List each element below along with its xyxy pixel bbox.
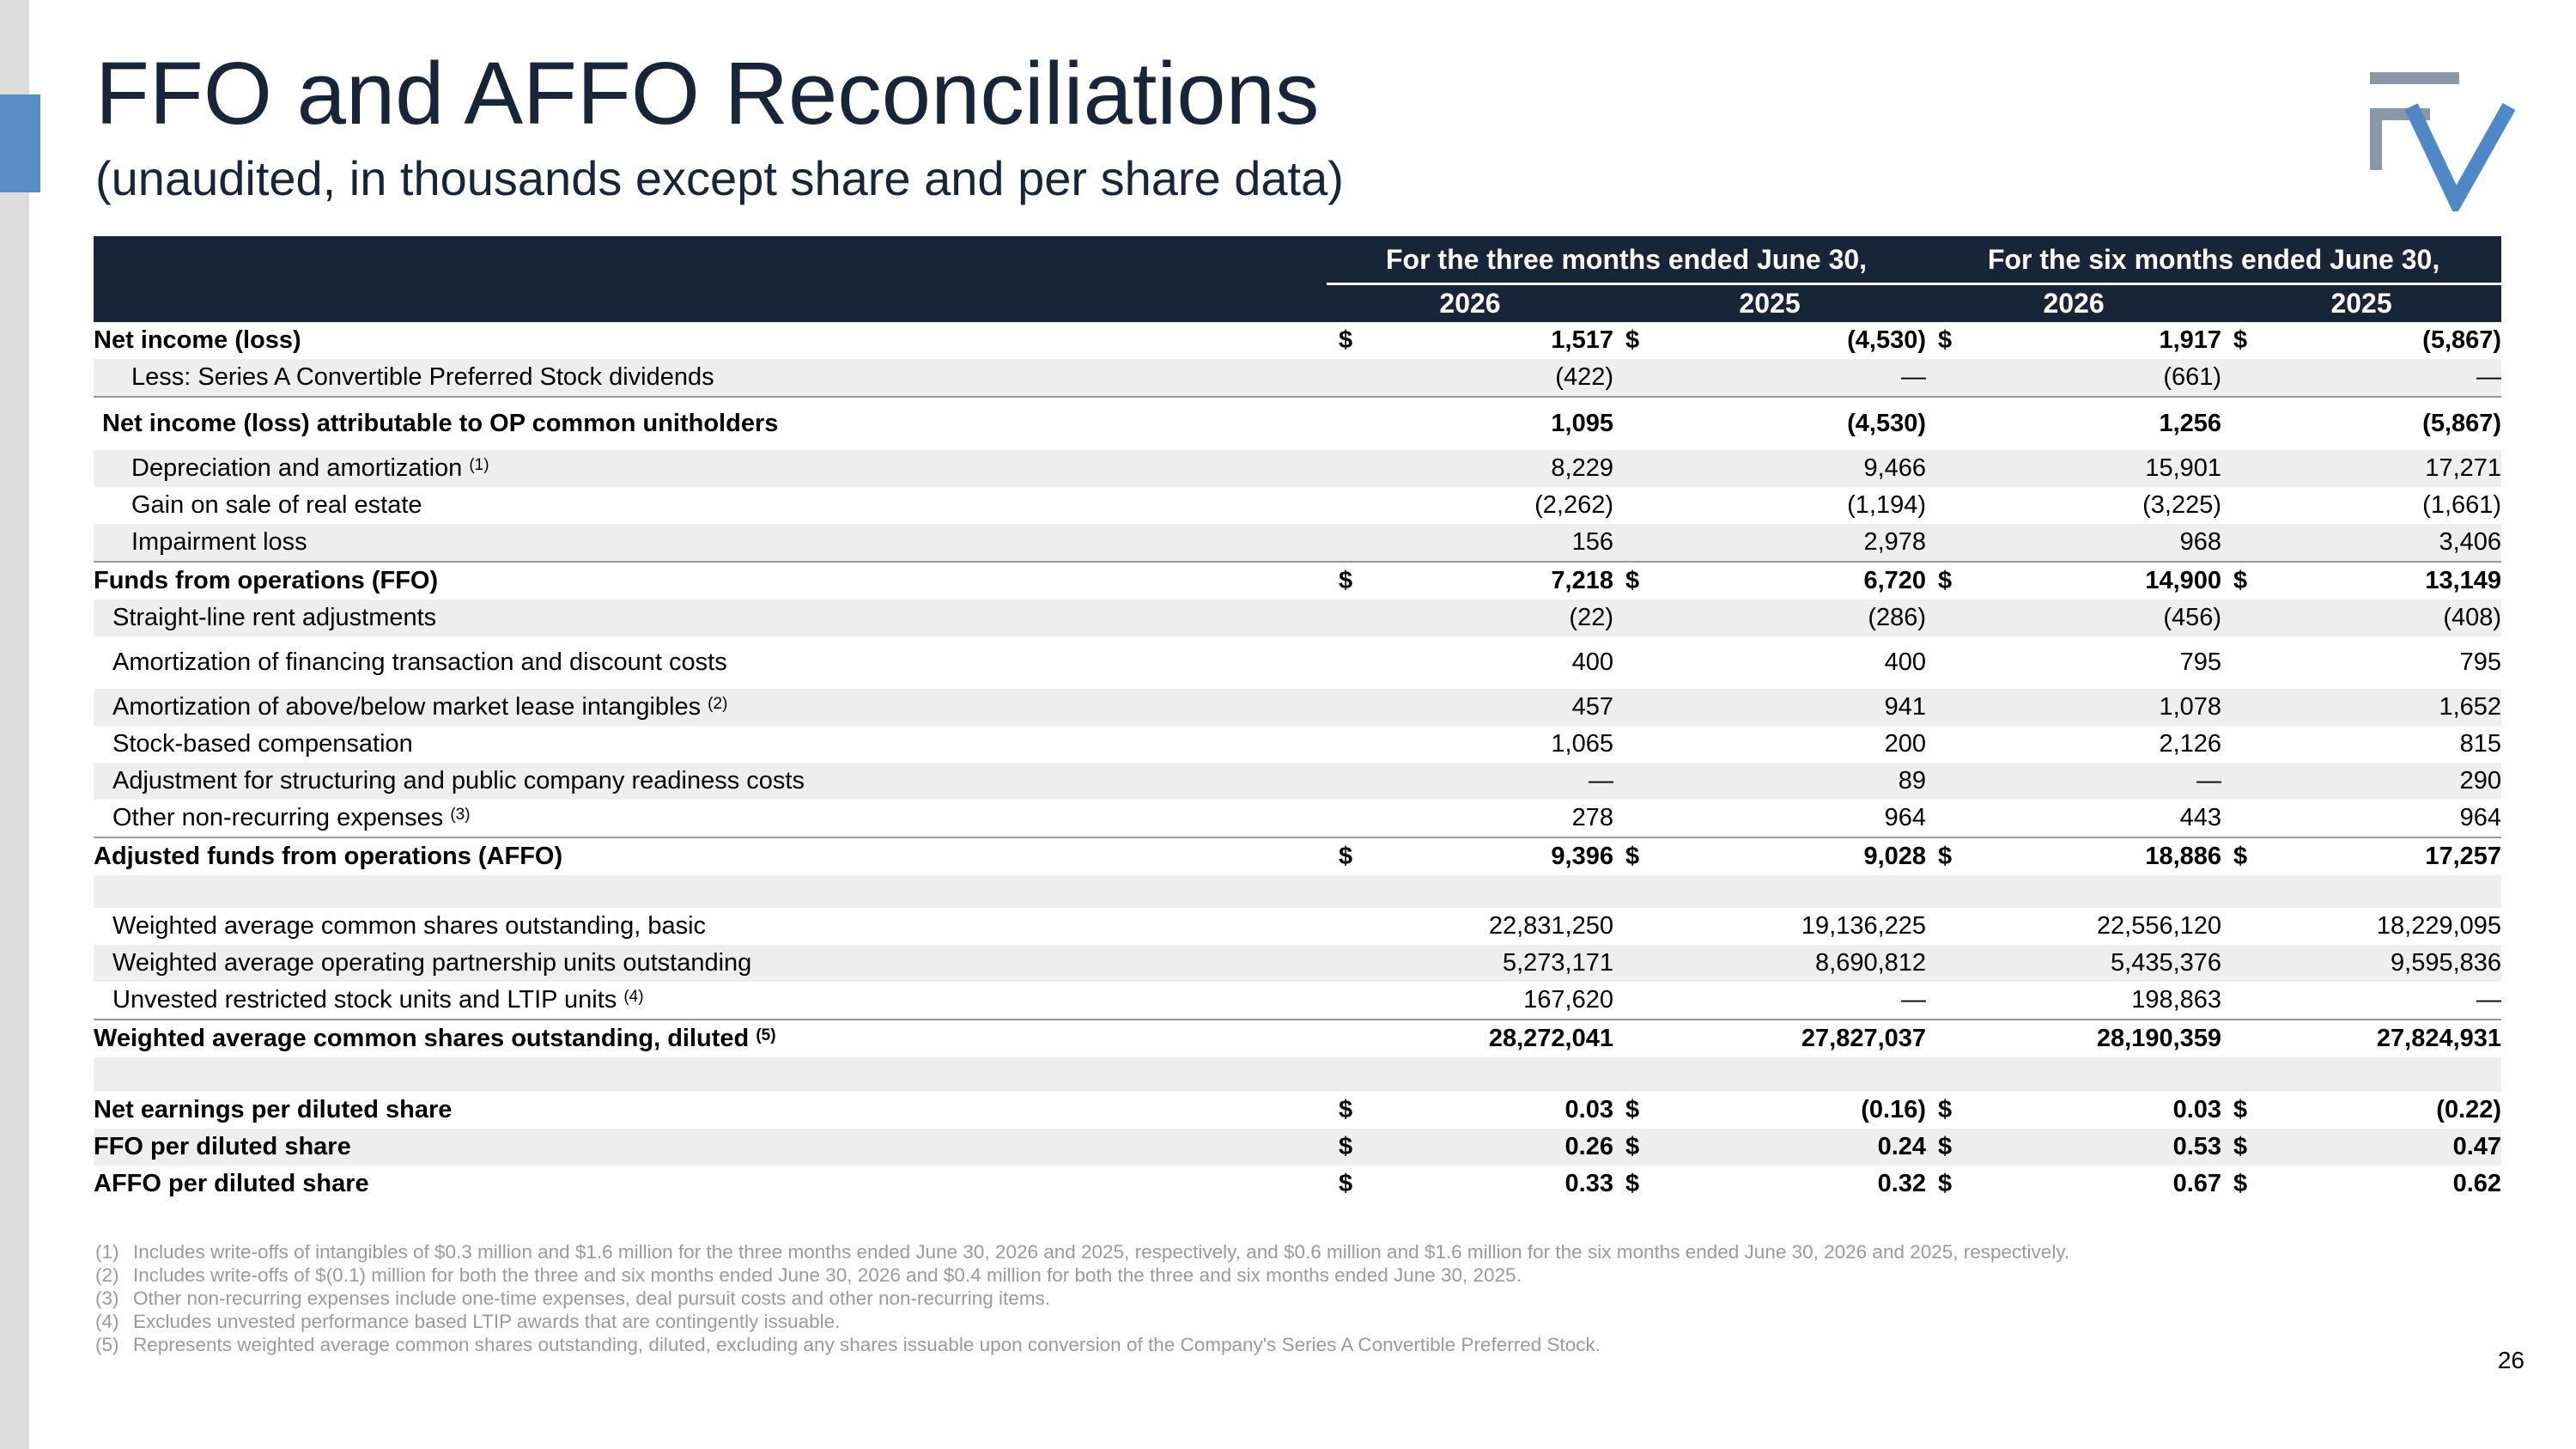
currency-symbol	[1926, 726, 1978, 763]
page-title: FFO and AFFO Reconciliations	[95, 44, 1320, 143]
currency-symbol: $	[1938, 1096, 1953, 1123]
row-label-text: Net income (loss) attributable to OP common unitholders	[102, 410, 779, 437]
value-cell: 1,652	[2273, 689, 2501, 726]
row-label-text: Straight-line rent adjustments	[112, 604, 437, 631]
row-label	[94, 359, 1327, 397]
value-cell: 795	[2459, 648, 2502, 676]
footnote-ref: (4)	[623, 988, 644, 1006]
value-cell: 22,831,250	[1488, 912, 1613, 940]
currency-symbol	[2221, 763, 2273, 800]
value-cell: 0.03	[1564, 1096, 1613, 1123]
currency-symbol	[1327, 800, 1378, 837]
value-cell: 19,136,225	[1801, 912, 1927, 940]
footnote: (5) Represents weighted average common shares outstanding, diluted, excluding any shares issuable upon conversion of the Company's Series A Convertible Preferred Stock.	[95, 1334, 1601, 1355]
value-cell: (1,194)	[1847, 491, 1927, 519]
currency-symbol: $	[1613, 1129, 1665, 1166]
value-cell: 815	[2459, 730, 2502, 758]
currency-symbol	[1327, 763, 1378, 800]
row-label-text: Impairment loss	[131, 528, 307, 556]
value-cell: 13,149	[2273, 562, 2501, 600]
row-label	[94, 562, 1327, 600]
currency-symbol	[1327, 1020, 1378, 1057]
currency-symbol	[1926, 450, 1978, 487]
table-row	[94, 982, 2501, 1020]
footnote-ref: (3)	[450, 806, 471, 824]
value-cell: 3,406	[2273, 524, 2501, 562]
value-cell: 0.62	[2452, 1170, 2502, 1197]
table-row	[94, 359, 2501, 397]
currency-symbol	[2221, 1020, 2273, 1057]
row-label-text: Weighted average common shares outstanding, basic	[112, 912, 707, 940]
year-header: 2026	[1327, 284, 1613, 323]
footnote-ref: (1)	[469, 456, 489, 474]
currency-symbol	[2221, 450, 2273, 487]
row-label	[94, 908, 1327, 945]
currency-symbol	[2221, 359, 2273, 397]
value-cell: 290	[2273, 763, 2501, 800]
footnote: (2) Includes write-offs of $(0.1) million for both the three and six months ended June 30, 2026 and $0.4 million for both the three and six months ended June 30, 2025.	[95, 1264, 1522, 1286]
currency-symbol	[1327, 726, 1378, 763]
value-cell: 1,517	[1551, 326, 1613, 354]
value-cell: (4,530)	[1665, 397, 1926, 450]
value-cell: 18,886	[1978, 837, 2221, 875]
currency-symbol: $	[1327, 837, 1378, 875]
currency-symbol	[2221, 689, 2273, 726]
currency-symbol	[1613, 726, 1665, 763]
value-cell: 0.32	[1877, 1170, 1927, 1197]
currency-symbol	[2221, 397, 2273, 450]
table-row	[94, 487, 2501, 524]
left-accent-bar	[0, 94, 40, 192]
currency-symbol	[1926, 908, 1978, 945]
value-cell: 8,690,812	[1665, 945, 1926, 982]
currency-symbol	[1613, 636, 1665, 689]
table-row	[94, 1166, 2501, 1202]
value-cell: (408)	[2273, 600, 2501, 636]
row-label	[94, 450, 1327, 487]
row-label-text: Weighted average operating partnership units outstanding	[112, 949, 752, 977]
value-cell: 9,028	[1665, 837, 1926, 875]
currency-symbol: $	[1625, 1170, 1640, 1197]
currency-symbol	[1613, 359, 1665, 397]
value-cell: 941	[1665, 689, 1926, 726]
footnotes	[95, 1240, 2069, 1356]
currency-symbol	[1613, 600, 1665, 636]
currency-symbol: $	[2221, 1129, 2273, 1166]
currency-symbol: $	[1625, 326, 1640, 354]
value-cell: 9,396	[1378, 837, 1613, 875]
row-label	[94, 982, 1327, 1020]
currency-symbol: $	[1613, 837, 1665, 875]
value-cell: 18,229,095	[2376, 912, 2502, 940]
table-row	[94, 1092, 2501, 1129]
period-header-row	[94, 236, 2501, 284]
currency-symbol	[1327, 982, 1378, 1020]
currency-symbol: $	[1339, 1170, 1353, 1197]
currency-symbol	[1327, 908, 1378, 945]
currency-symbol	[1926, 763, 1978, 800]
value-cell: 156	[1378, 524, 1613, 562]
currency-symbol: $	[1926, 562, 1978, 600]
value-cell: 443	[2179, 804, 2222, 831]
reconciliation-table	[94, 236, 2501, 1202]
footnote-ref: (2)	[708, 695, 728, 713]
value-cell: —	[1378, 763, 1613, 800]
value-cell: 15,901	[1978, 450, 2221, 487]
row-label-text: AFFO per diluted share	[94, 1170, 369, 1197]
table-row	[94, 908, 2501, 945]
row-label	[94, 726, 1327, 763]
value-cell: 9,466	[1665, 450, 1926, 487]
row-label	[94, 837, 1327, 875]
row-label	[94, 636, 1327, 689]
currency-symbol	[1613, 982, 1665, 1020]
value-cell: 28,190,359	[1978, 1020, 2221, 1057]
row-label	[94, 487, 1327, 524]
value-cell: 0.26	[1378, 1129, 1613, 1166]
table-row	[94, 1129, 2501, 1166]
row-label-text: Net earnings per diluted share	[94, 1096, 453, 1123]
value-cell: 795	[2179, 648, 2222, 676]
left-rail	[0, 0, 29, 1449]
currency-symbol: $	[1926, 837, 1978, 875]
table-row	[94, 450, 2501, 487]
period-header-three-months: For the three months ended June 30,	[1327, 236, 1926, 284]
row-label	[94, 945, 1327, 982]
currency-symbol	[1327, 524, 1378, 562]
table-row	[94, 322, 2501, 359]
value-cell: —	[2273, 359, 2501, 397]
row-label-text: Net income (loss)	[94, 326, 301, 354]
currency-symbol	[1613, 487, 1665, 524]
currency-symbol: $	[1625, 1096, 1640, 1123]
row-label	[94, 1020, 1327, 1057]
value-cell: (5,867)	[2422, 326, 2502, 354]
row-label-text: Amortization of above/below market lease intangibles	[112, 693, 702, 721]
currency-symbol: $	[1926, 1129, 1978, 1166]
currency-symbol: $	[2233, 326, 2248, 354]
value-cell: 964	[2459, 804, 2502, 831]
currency-symbol: $	[1339, 326, 1353, 354]
value-cell: 1,917	[2159, 326, 2222, 354]
value-cell: 6,720	[1665, 562, 1926, 600]
row-label-text: Adjustment for structuring and public company readiness costs	[112, 767, 805, 795]
table-row	[94, 562, 2501, 600]
currency-symbol	[1926, 600, 1978, 636]
value-cell: (661)	[1978, 359, 2221, 397]
value-cell: 1,256	[1978, 397, 2221, 450]
currency-symbol	[1926, 1020, 1978, 1057]
spacer-row	[94, 1057, 2501, 1092]
currency-symbol: $	[2221, 562, 2273, 600]
value-cell: 200	[1884, 730, 1927, 758]
value-cell: 1,078	[1978, 689, 2221, 726]
row-label-text: Other non-recurring expenses	[112, 804, 444, 831]
year-header-row	[94, 284, 2501, 323]
value-cell: 27,827,037	[1665, 1020, 1926, 1057]
value-cell: 27,824,931	[2273, 1020, 2501, 1057]
value-cell: 0.03	[2172, 1096, 2222, 1123]
value-cell: 89	[1665, 763, 1926, 800]
period-header-six-months: For the six months ended June 30,	[1926, 236, 2501, 284]
currency-symbol	[1327, 450, 1378, 487]
currency-symbol	[1926, 487, 1978, 524]
value-cell: 1,095	[1378, 397, 1613, 450]
value-cell: 1,065	[1551, 730, 1613, 758]
page-number: 26	[2497, 1347, 2524, 1373]
currency-symbol: $	[2221, 837, 2273, 875]
value-cell: 7,218	[1378, 562, 1613, 600]
table-row	[94, 763, 2501, 800]
value-cell: 17,271	[2273, 450, 2501, 487]
row-label	[94, 322, 1327, 359]
value-cell: —	[1901, 986, 1927, 1014]
value-cell: —	[1665, 359, 1926, 397]
value-cell: (4,530)	[1847, 326, 1927, 354]
value-cell: 0.67	[2172, 1170, 2222, 1197]
row-label	[94, 800, 1327, 837]
value-cell: 22,556,120	[2096, 912, 2222, 940]
currency-symbol	[1613, 524, 1665, 562]
currency-symbol	[1926, 945, 1978, 982]
row-label-text: Stock-based compensation	[112, 730, 413, 758]
value-cell: 968	[1978, 524, 2221, 562]
value-cell: (286)	[1665, 600, 1926, 636]
currency-symbol	[1613, 945, 1665, 982]
currency-symbol: $	[2233, 1170, 2248, 1197]
footnote-ref: (5)	[756, 1026, 776, 1044]
value-cell: (22)	[1378, 600, 1613, 636]
currency-symbol	[1327, 359, 1378, 397]
row-label	[94, 1166, 1327, 1202]
row-label-text: Adjusted funds from operations (AFFO)	[94, 843, 563, 870]
currency-symbol	[2221, 636, 2273, 689]
value-cell: 8,229	[1378, 450, 1613, 487]
currency-symbol	[1327, 689, 1378, 726]
currency-symbol	[2221, 600, 2273, 636]
currency-symbol	[1613, 689, 1665, 726]
row-label	[94, 600, 1327, 636]
currency-symbol	[1613, 908, 1665, 945]
row-label	[94, 763, 1327, 800]
currency-symbol	[1327, 487, 1378, 524]
value-cell: 198,863	[2131, 986, 2222, 1014]
currency-symbol	[1926, 524, 1978, 562]
spacer-row	[94, 875, 2501, 908]
value-cell: (456)	[1978, 600, 2221, 636]
footnote: (1) Includes write-offs of intangibles of $0.3 million and $1.6 million for the three months ended June 30, 2026 and 2025, respectively, and $0.6 million and $1.6 million for the six months ended June 30, 2026 and 2025, respectively.	[95, 1241, 2070, 1263]
row-label-text: Less: Series A Convertible Preferred Stock dividends	[131, 363, 714, 391]
value-cell: 0.47	[2273, 1129, 2501, 1166]
currency-symbol	[2221, 524, 2273, 562]
currency-symbol: $	[1327, 562, 1378, 600]
value-cell: 0.33	[1564, 1170, 1613, 1197]
value-cell: 964	[1884, 804, 1927, 831]
row-label	[94, 1092, 1327, 1129]
value-cell: (0.22)	[2436, 1096, 2502, 1123]
currency-symbol: $	[2233, 1096, 2248, 1123]
value-cell: 400	[1884, 648, 1927, 676]
value-cell: 2,978	[1665, 524, 1926, 562]
currency-symbol	[2221, 726, 2273, 763]
value-cell: 5,273,171	[1378, 945, 1613, 982]
row-label	[94, 689, 1327, 726]
row-label-text: Weighted average common shares outstanding, diluted	[94, 1025, 750, 1052]
value-cell: 278	[1571, 804, 1613, 831]
value-cell: 14,900	[1978, 562, 2221, 600]
currency-symbol	[1926, 689, 1978, 726]
row-label	[94, 524, 1327, 562]
row-label-text: Amortization of financing transaction and discount costs	[112, 648, 727, 676]
value-cell: 17,257	[2273, 837, 2501, 875]
currency-symbol	[1613, 763, 1665, 800]
currency-symbol	[1926, 636, 1978, 689]
currency-symbol	[1327, 945, 1378, 982]
table-row	[94, 600, 2501, 636]
table-row	[94, 524, 2501, 562]
currency-symbol	[1926, 800, 1978, 837]
value-cell: (3,225)	[2142, 491, 2222, 519]
table-row	[94, 726, 2501, 763]
currency-symbol: $	[1938, 326, 1953, 354]
row-label	[94, 1129, 1327, 1166]
row-label-text: Depreciation and amortization	[131, 454, 463, 482]
value-cell: 2,126	[2159, 730, 2222, 758]
row-label-text: Gain on sale of real estate	[131, 491, 422, 519]
currency-symbol	[1613, 450, 1665, 487]
currency-symbol	[1926, 397, 1978, 450]
currency-symbol	[1327, 397, 1378, 450]
value-cell: 9,595,836	[2273, 945, 2501, 982]
table-row	[94, 1020, 2501, 1057]
value-cell: (0.16)	[1861, 1096, 1927, 1123]
value-cell: 457	[1378, 689, 1613, 726]
currency-symbol	[1327, 600, 1378, 636]
currency-symbol	[2221, 800, 2273, 837]
year-header: 2025	[1613, 284, 1926, 323]
value-cell: 28,272,041	[1378, 1020, 1613, 1057]
value-cell: 5,435,376	[1978, 945, 2221, 982]
currency-symbol	[1613, 1020, 1665, 1057]
currency-symbol	[2221, 945, 2273, 982]
value-cell: —	[1978, 763, 2221, 800]
table-row	[94, 837, 2501, 875]
currency-symbol	[1926, 359, 1978, 397]
value-cell: (422)	[1378, 359, 1613, 397]
currency-symbol: $	[1339, 1096, 1353, 1123]
currency-symbol	[1327, 636, 1378, 689]
value-cell: (5,867)	[2273, 397, 2501, 450]
value-cell: 167,620	[1523, 986, 1613, 1014]
currency-symbol	[1613, 397, 1665, 450]
fv-check-logo-icon	[2370, 72, 2524, 211]
row-label-text: Unvested restricted stock units and LTIP units	[112, 986, 617, 1014]
value-cell: 0.53	[1978, 1129, 2221, 1166]
currency-symbol	[2221, 908, 2273, 945]
footnote: (4) Excludes unvested performance based LTIP awards that are contingently issuable.	[95, 1311, 841, 1332]
row-label-text: Funds from operations (FFO)	[94, 567, 439, 594]
table-row	[94, 689, 2501, 726]
table-row	[94, 800, 2501, 837]
value-cell: 400	[1571, 648, 1613, 676]
year-header: 2026	[1926, 284, 2221, 323]
currency-symbol	[2221, 982, 2273, 1020]
row-label-text: FFO per diluted share	[94, 1133, 351, 1160]
currency-symbol: $	[1613, 562, 1665, 600]
value-cell: 0.24	[1665, 1129, 1926, 1166]
value-cell: (2,262)	[1534, 491, 1613, 519]
table-row	[94, 636, 2501, 689]
value-cell: (1,661)	[2422, 491, 2502, 519]
currency-symbol: $	[1938, 1170, 1953, 1197]
currency-symbol	[2221, 487, 2273, 524]
currency-symbol	[1613, 800, 1665, 837]
footnote: (3) Other non-recurring expenses include one-time expenses, deal pursuit costs and other non-recurring items.	[95, 1288, 1051, 1309]
year-header: 2025	[2221, 284, 2501, 323]
currency-symbol	[1926, 982, 1978, 1020]
table-row	[94, 945, 2501, 982]
currency-symbol: $	[1327, 1129, 1378, 1166]
value-cell: —	[2476, 986, 2502, 1014]
table-row	[94, 397, 2501, 450]
page-subtitle: (unaudited, in thousands except share and per share data)	[95, 151, 1344, 205]
row-label	[94, 397, 1327, 450]
